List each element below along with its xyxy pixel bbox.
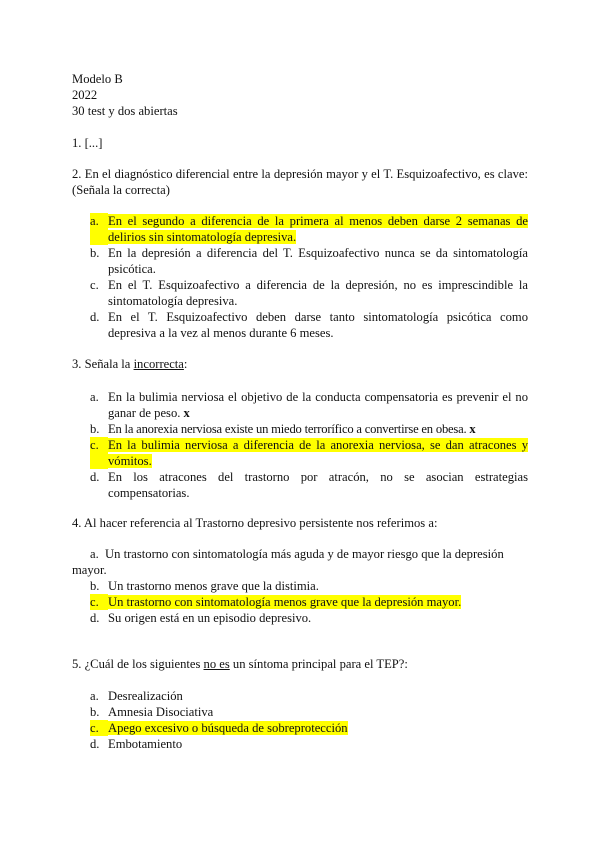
- format-label: 30 test y dos abiertas: [72, 104, 178, 118]
- q5-option-d: [90, 736, 528, 752]
- option-letter: a.: [90, 547, 99, 561]
- option-text: En la anorexia nerviosa existe un miedo terrorífico a convertirse en obesa.: [108, 422, 467, 436]
- option-text: Un trastorno con sintomatología más aguda y de mayor riesgo que la depresión mayor.: [72, 547, 504, 577]
- option-letter: d.: [90, 611, 100, 625]
- option-letter: d.: [90, 737, 100, 751]
- year-label: 2022: [72, 88, 98, 102]
- q5-option-a: [90, 688, 528, 704]
- option-letter: a.: [90, 390, 99, 404]
- option-text: En el T. Esquizoafectivo deben darse tanto sintomatología psicótica como depresiva a la vez al menos durante 6 meses.: [108, 310, 528, 340]
- q3-option-b: [90, 421, 528, 437]
- wrong-mark: x: [469, 422, 476, 436]
- q2-option-d: [90, 309, 528, 341]
- option-letter: c.: [90, 720, 108, 736]
- option-letter: d.: [90, 310, 100, 324]
- option-text: Su origen está en un episodio depresivo.: [108, 611, 312, 625]
- option-letter: c.: [90, 437, 108, 469]
- q3-option-a: [90, 389, 528, 421]
- option-letter: b.: [90, 422, 100, 436]
- q5-prefix: 5. ¿Cuál de los siguientes: [72, 657, 204, 671]
- wrong-mark: x: [183, 406, 190, 420]
- q5-suffix: un síntoma principal para el TEP?:: [229, 657, 408, 671]
- q2-option-c: [90, 277, 528, 309]
- question-3-text: [72, 356, 528, 372]
- question-1: 1. [...]: [72, 136, 103, 150]
- option-text: Apego excesivo o búsqueda de sobreprotección: [108, 721, 348, 735]
- option-text: En la bulimia nerviosa el objetivo de la conducta compensatoria es prevenir el no ganar de peso.: [108, 390, 528, 420]
- question-5-text: [72, 656, 528, 672]
- q2-option-b: [90, 245, 528, 277]
- option-letter: c.: [90, 594, 108, 610]
- option-text: En el T. Esquizoafectivo a diferencia de la depresión, no es imprescindible la sintomatología depresiva.: [108, 278, 528, 308]
- option-letter: b.: [90, 705, 100, 719]
- q4-option-b: [90, 578, 528, 594]
- option-letter: b.: [90, 246, 100, 260]
- q4-option-a: [72, 546, 528, 578]
- question-2-text: 2. En el diagnóstico diferencial entre la depresión mayor y el T. Esquizoafectivo, es clave: (Señala la correcta): [72, 167, 528, 197]
- option-text: Embotamiento: [108, 737, 183, 751]
- option-text: En la bulimia nerviosa a diferencia de la anorexia nerviosa, se dan atracones y vómitos.: [108, 438, 528, 468]
- option-text: Amnesia Disociativa: [108, 705, 214, 719]
- option-letter: a.: [90, 689, 99, 703]
- q4-option-c: [90, 594, 528, 610]
- q2-option-a: [90, 213, 528, 245]
- option-text: Un trastorno con sintomatología menos grave que la depresión mayor.: [108, 595, 462, 609]
- q3-option-c: [90, 437, 528, 469]
- q5-option-b: [90, 704, 528, 720]
- q5-option-c: [90, 720, 528, 736]
- q3-suffix: :: [183, 357, 188, 371]
- model-label: Modelo B: [72, 72, 123, 86]
- option-text: Un trastorno menos grave que la distimia.: [108, 579, 319, 593]
- q4-option-d: [90, 610, 528, 626]
- question-4-text: 4. Al hacer referencia al Trastorno depresivo persistente nos referimos a:: [72, 516, 438, 530]
- option-letter: a.: [90, 213, 108, 245]
- option-text: Desrealización: [108, 689, 183, 703]
- option-letter: c.: [90, 278, 99, 292]
- option-text: En el segundo a diferencia de la primera al menos deben darse 2 semanas de delirios sin sintomatología depresiva.: [108, 214, 528, 244]
- q5-underlined: no es: [203, 657, 230, 671]
- q3-prefix: 3. Señala la: [72, 357, 134, 371]
- option-letter: d.: [90, 470, 100, 484]
- option-text: En los atracones del trastorno por atracón, no se asocian estrategias compensatorias.: [108, 470, 528, 500]
- document-header: [72, 71, 528, 119]
- option-letter: b.: [90, 579, 100, 593]
- q3-option-d: [90, 469, 528, 501]
- q3-underlined: incorrecta: [133, 357, 184, 371]
- option-text: En la depresión a diferencia del T. Esquizoafectivo nunca se da sintomatología psicótica.: [108, 246, 528, 276]
